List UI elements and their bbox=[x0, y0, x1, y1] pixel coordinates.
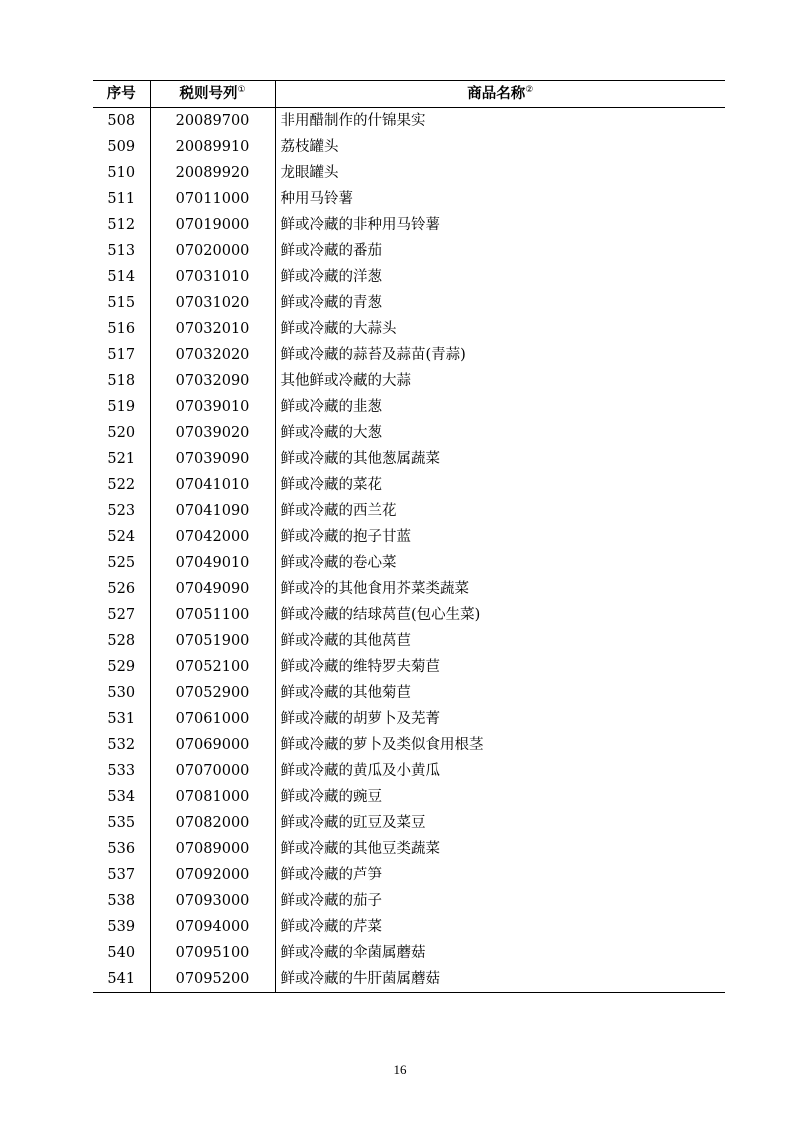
table-row bbox=[93, 524, 725, 550]
table-row bbox=[93, 784, 725, 810]
serial-number-cell: 520 bbox=[107, 425, 136, 441]
serial-number-cell: 535 bbox=[107, 815, 136, 831]
tariff-code-cell: 07032010 bbox=[150, 316, 275, 342]
tariff-code-cell: 07070000 bbox=[150, 758, 275, 784]
table-row bbox=[93, 238, 725, 264]
product-name-cell: 鲜或冷藏的卷心菜 bbox=[280, 555, 397, 571]
product-name-cell: 鲜或冷藏的维特罗夫菊苣 bbox=[280, 659, 440, 675]
product-name-cell: 鲜或冷藏的番茄 bbox=[280, 243, 382, 259]
tariff-code-cell: 07095200 bbox=[150, 966, 275, 993]
serial-number-cell: 525 bbox=[107, 555, 136, 571]
product-name-cell: 鲜或冷藏的其他葱属蔬菜 bbox=[280, 451, 440, 467]
table-row bbox=[93, 394, 725, 420]
table-row bbox=[93, 108, 725, 135]
product-name-cell: 鲜或冷藏的菜花 bbox=[280, 477, 382, 493]
header-product-name: 商品名称② bbox=[467, 85, 534, 102]
serial-number-cell: 523 bbox=[107, 503, 136, 519]
page-number: 16 bbox=[393, 1062, 407, 1077]
table-body bbox=[93, 108, 725, 993]
serial-number-cell: 511 bbox=[107, 191, 136, 207]
table-row bbox=[93, 706, 725, 732]
serial-number-cell: 513 bbox=[107, 243, 136, 259]
table-row bbox=[93, 160, 725, 186]
product-name-cell: 鲜或冷藏的其他菊苣 bbox=[280, 685, 411, 701]
table-row bbox=[93, 654, 725, 680]
serial-number-cell: 517 bbox=[107, 347, 136, 363]
tariff-code-cell: 20089910 bbox=[150, 134, 275, 160]
product-name-cell: 鲜或冷藏的蒜苔及蒜苗(青蒜) bbox=[280, 347, 466, 363]
serial-number-cell: 510 bbox=[107, 165, 136, 181]
serial-number-cell: 522 bbox=[107, 477, 136, 493]
table-row bbox=[93, 368, 725, 394]
serial-number-cell: 536 bbox=[107, 841, 136, 857]
tariff-code-cell: 07032020 bbox=[150, 342, 275, 368]
tariff-code-cell: 07042000 bbox=[150, 524, 275, 550]
serial-number-cell: 539 bbox=[107, 919, 136, 935]
tariff-code-cell: 07095100 bbox=[150, 940, 275, 966]
table-header bbox=[93, 81, 725, 108]
product-name-cell: 非用醋制作的什锦果实 bbox=[280, 113, 426, 129]
tariff-code-cell: 07069000 bbox=[150, 732, 275, 758]
serial-number-cell: 515 bbox=[107, 295, 136, 311]
serial-number-cell: 524 bbox=[107, 529, 136, 545]
serial-number-cell: 529 bbox=[107, 659, 136, 675]
table-row bbox=[93, 420, 725, 446]
table-row bbox=[93, 446, 725, 472]
tariff-code-cell: 07061000 bbox=[150, 706, 275, 732]
product-name-cell: 荔枝罐头 bbox=[280, 139, 339, 155]
product-name-cell: 鲜或冷藏的西兰花 bbox=[280, 503, 397, 519]
product-name-cell: 鲜或冷藏的豌豆 bbox=[280, 789, 382, 805]
product-name-cell: 鲜或冷藏的抱子甘蓝 bbox=[280, 529, 411, 545]
table-row bbox=[93, 888, 725, 914]
table-row bbox=[93, 290, 725, 316]
serial-number-cell: 537 bbox=[107, 867, 136, 883]
serial-number-cell: 516 bbox=[107, 321, 136, 337]
product-name-cell: 鲜或冷藏的结球莴苣(包心生菜) bbox=[280, 607, 481, 623]
tariff-code-cell: 07041010 bbox=[150, 472, 275, 498]
tariff-code-cell: 07081000 bbox=[150, 784, 275, 810]
table-row bbox=[93, 628, 725, 654]
product-name-cell: 鲜或冷藏的大蒜头 bbox=[280, 321, 397, 337]
table-row bbox=[93, 472, 725, 498]
serial-number-cell: 534 bbox=[107, 789, 136, 805]
tariff-code-cell: 07094000 bbox=[150, 914, 275, 940]
serial-number-cell: 514 bbox=[107, 269, 136, 285]
table-row bbox=[93, 966, 725, 993]
tariff-code-cell: 07011000 bbox=[150, 186, 275, 212]
product-name-cell: 鲜或冷的其他食用芥菜类蔬菜 bbox=[280, 581, 469, 597]
tariff-code-cell: 07049090 bbox=[150, 576, 275, 602]
table-row bbox=[93, 186, 725, 212]
tariff-code-cell: 07032090 bbox=[150, 368, 275, 394]
serial-number-cell: 540 bbox=[107, 945, 136, 961]
product-name-cell: 鲜或冷藏的其他莴苣 bbox=[280, 633, 411, 649]
serial-number-cell: 526 bbox=[107, 581, 136, 597]
table-row bbox=[93, 758, 725, 784]
serial-number-cell: 531 bbox=[107, 711, 136, 727]
product-name-cell: 龙眼罐头 bbox=[280, 165, 339, 181]
table-row bbox=[93, 732, 725, 758]
product-name-cell: 鲜或冷藏的青葱 bbox=[280, 295, 382, 311]
serial-number-cell: 521 bbox=[107, 451, 136, 467]
product-name-cell: 鲜或冷藏的萝卜及类似食用根茎 bbox=[280, 737, 484, 753]
product-name-cell: 鲜或冷藏的豇豆及菜豆 bbox=[280, 815, 426, 831]
table-row bbox=[93, 602, 725, 628]
tariff-code-cell: 07031010 bbox=[150, 264, 275, 290]
product-name-cell: 鲜或冷藏的非种用马铃薯 bbox=[280, 217, 440, 233]
tariff-code-cell: 07051100 bbox=[150, 602, 275, 628]
serial-number-cell: 518 bbox=[107, 373, 136, 389]
table-row bbox=[93, 212, 725, 238]
tariff-code-cell: 07093000 bbox=[150, 888, 275, 914]
tariff-code-cell: 07020000 bbox=[150, 238, 275, 264]
product-name-cell: 鲜或冷藏的大葱 bbox=[280, 425, 382, 441]
header-tariff-code: 税则号列① bbox=[150, 81, 275, 108]
serial-number-cell: 528 bbox=[107, 633, 136, 649]
tariff-code-cell: 07051900 bbox=[150, 628, 275, 654]
product-name-cell: 鲜或冷藏的洋葱 bbox=[280, 269, 382, 285]
tariff-code-cell: 07039010 bbox=[150, 394, 275, 420]
footnote-mark-2: ② bbox=[525, 85, 534, 96]
tariff-code-cell: 07052900 bbox=[150, 680, 275, 706]
product-name-cell: 鲜或冷藏的伞菌属蘑菇 bbox=[280, 945, 426, 961]
serial-number-cell: 538 bbox=[107, 893, 136, 909]
table-row bbox=[93, 914, 725, 940]
header-row bbox=[93, 81, 725, 108]
product-name-cell: 鲜或冷藏的胡萝卜及芜菁 bbox=[280, 711, 440, 727]
table-row bbox=[93, 498, 725, 524]
table-row bbox=[93, 576, 725, 602]
table-row bbox=[93, 940, 725, 966]
tariff-code-cell: 20089700 bbox=[150, 108, 275, 135]
tariff-code-cell: 20089920 bbox=[150, 160, 275, 186]
footnote-mark-1: ① bbox=[237, 85, 246, 96]
product-name-cell: 鲜或冷藏的芹菜 bbox=[280, 919, 382, 935]
tariff-code-cell: 07092000 bbox=[150, 862, 275, 888]
tariff-code-cell: 07039090 bbox=[150, 446, 275, 472]
table-row bbox=[93, 134, 725, 160]
table-row bbox=[93, 810, 725, 836]
serial-number-cell: 508 bbox=[107, 113, 136, 129]
tariff-table bbox=[93, 80, 725, 993]
table-row bbox=[93, 316, 725, 342]
tariff-code-cell: 07082000 bbox=[150, 810, 275, 836]
serial-number-cell: 530 bbox=[107, 685, 136, 701]
product-name-cell: 鲜或冷藏的黄瓜及小黄瓜 bbox=[280, 763, 440, 779]
table-row bbox=[93, 836, 725, 862]
serial-number-cell: 541 bbox=[107, 971, 136, 987]
tariff-code-cell: 07089000 bbox=[150, 836, 275, 862]
tariff-code-cell: 07049010 bbox=[150, 550, 275, 576]
serial-number-cell: 533 bbox=[107, 763, 136, 779]
table-row bbox=[93, 862, 725, 888]
serial-number-cell: 519 bbox=[107, 399, 136, 415]
tariff-code-cell: 07039020 bbox=[150, 420, 275, 446]
table-row bbox=[93, 342, 725, 368]
product-name-cell: 鲜或冷藏的韭葱 bbox=[280, 399, 382, 415]
table-row bbox=[93, 680, 725, 706]
product-name-cell: 种用马铃薯 bbox=[280, 191, 353, 207]
tariff-code-cell: 07052100 bbox=[150, 654, 275, 680]
product-name-cell: 鲜或冷藏的芦笋 bbox=[280, 867, 382, 883]
product-name-cell: 鲜或冷藏的其他豆类蔬菜 bbox=[280, 841, 440, 857]
serial-number-cell: 532 bbox=[107, 737, 136, 753]
product-name-cell: 鲜或冷藏的牛肝菌属蘑菇 bbox=[280, 971, 440, 987]
tariff-code-cell: 07019000 bbox=[150, 212, 275, 238]
serial-number-cell: 527 bbox=[107, 607, 136, 623]
tariff-code-cell: 07031020 bbox=[150, 290, 275, 316]
serial-number-cell: 512 bbox=[107, 217, 136, 233]
product-name-cell: 其他鲜或冷藏的大蒜 bbox=[280, 373, 411, 389]
header-serial-number: 序号 bbox=[106, 86, 136, 102]
table-row bbox=[93, 264, 725, 290]
tariff-code-cell: 07041090 bbox=[150, 498, 275, 524]
serial-number-cell: 509 bbox=[107, 139, 136, 155]
table-row bbox=[93, 550, 725, 576]
product-name-cell: 鲜或冷藏的茄子 bbox=[280, 893, 382, 909]
